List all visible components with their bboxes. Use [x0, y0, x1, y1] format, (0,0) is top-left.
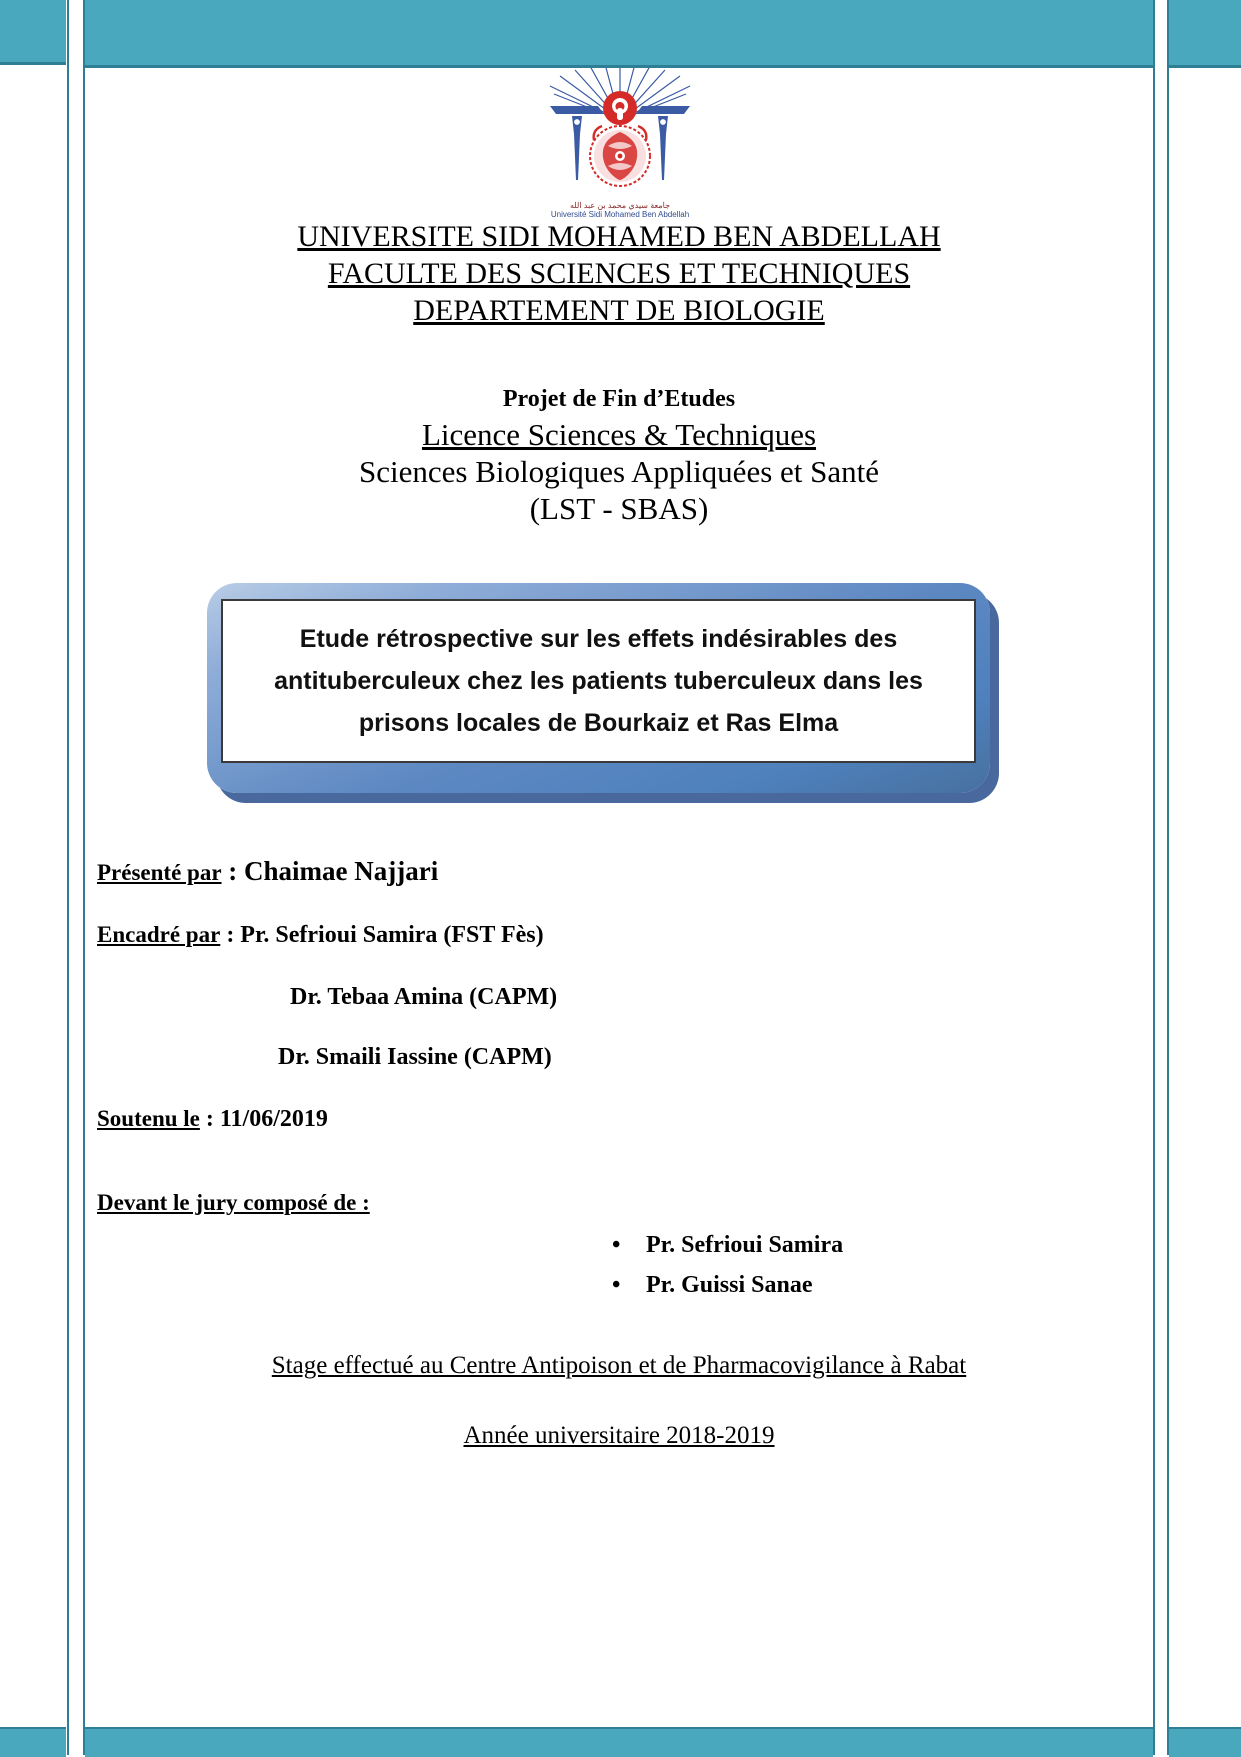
frame-vline-right-outer — [1167, 0, 1169, 1755]
usmba-logo-graphic — [520, 68, 720, 196]
frame-bottom-right-block — [1169, 1727, 1241, 1757]
defense-date-row — [97, 1106, 328, 1133]
frame-top-right-block — [1169, 0, 1241, 68]
frame-top-bar — [85, 0, 1153, 68]
jury-member-1 — [612, 1232, 843, 1259]
specialty-name: Sciences Biologiques Appliquées et Santé — [358, 454, 880, 489]
academic-year-row — [85, 1422, 1153, 1450]
thesis-title-line3: prisons locales de Bourkaiz et Ras Elma — [358, 709, 839, 737]
jury-heading: Devant le jury composé de : — [97, 1190, 370, 1215]
university-logo — [520, 68, 720, 219]
defense-date-value: : 11/06/2019 — [199, 1106, 328, 1132]
institution-header — [85, 218, 1153, 329]
presented-by-value: : Chaimae Najjari — [221, 856, 439, 886]
presented-by-label: Présenté par — [97, 860, 222, 885]
internship-row — [85, 1352, 1153, 1380]
university-name: UNIVERSITE SIDI MOHAMED BEN ABDELLAH — [297, 220, 941, 253]
supervisor3-row — [278, 1044, 552, 1071]
program-block — [85, 382, 1153, 527]
supervisor3-name: Dr. Smaili Iassine (CAPM) — [278, 1044, 552, 1070]
degree-name: Licence Sciences & Techniques — [421, 417, 817, 452]
frame-vline-left-outer — [67, 0, 69, 1755]
frame-bottom-left-block — [0, 1727, 66, 1757]
supervisor2-row — [290, 984, 557, 1011]
logo-caption-arabic: جامعة سيدي محمد بن عبد الله — [569, 201, 671, 210]
thesis-title — [274, 618, 923, 744]
presented-by-row — [97, 856, 438, 887]
program-acronym: (LST - SBAS) — [529, 491, 709, 526]
thesis-title-line2: antituberculeux chez les patients tuberculeux dans les — [274, 667, 923, 695]
supervisor2-name: Dr. Tebaa Amina (CAPM) — [290, 984, 558, 1010]
jury-member-2 — [612, 1272, 813, 1299]
jury-heading-row — [97, 1190, 370, 1216]
thesis-title-inner — [221, 599, 976, 763]
bullet-icon: • — [612, 1272, 621, 1298]
supervised-by-value: : Pr. Sefrioui Samira (FST Fès) — [220, 922, 544, 948]
faculty-name: FACULTE DES SCIENCES ET TECHNIQUES — [327, 257, 911, 290]
thesis-title-line1: Etude rétrospective sur les effets indésirables des — [299, 625, 898, 653]
project-type: Projet de Fin d’Etudes — [502, 386, 736, 412]
thesis-title-box — [207, 583, 990, 793]
frame-vline-right-inner — [1153, 0, 1155, 1755]
frame-bottom-bar — [85, 1727, 1153, 1757]
internship-note: Stage effectué au Centre Antipoison et de Pharmacovigilance à Rabat — [271, 1352, 967, 1379]
department-name: DEPARTEMENT DE BIOLOGIE — [413, 294, 825, 327]
jury-member-2-name: Pr. Guissi Sanae — [646, 1272, 813, 1298]
supervised-by-row — [97, 922, 544, 949]
defense-date-label: Soutenu le — [97, 1106, 200, 1131]
jury-member-1-name: Pr. Sefrioui Samira — [646, 1232, 844, 1258]
logo-caption-latin: Université Sidi Mohamed Ben Abdellah — [550, 210, 690, 219]
academic-year: Année universitaire 2018-2019 — [463, 1422, 775, 1449]
supervised-by-label: Encadré par — [97, 922, 221, 947]
frame-top-left-block — [0, 0, 66, 65]
bullet-icon: • — [612, 1232, 621, 1258]
